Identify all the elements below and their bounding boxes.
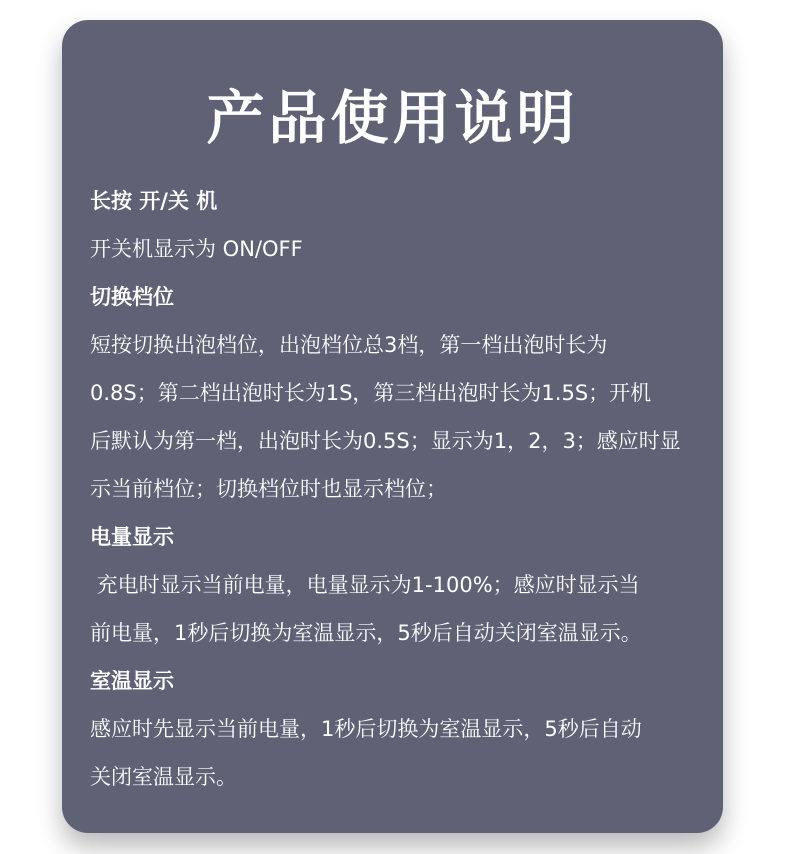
instructions-card <box>62 20 723 833</box>
section-heading: 切换档位 <box>90 285 174 309</box>
section-line: 示当前档位；切换档位时也显示档位； <box>90 477 447 501</box>
section-line: 前电量，1秒后切换为室温显示，5秒后自动关闭室温显示。 <box>90 621 642 645</box>
section-gear-switch <box>90 273 699 513</box>
section-line: 感应时先显示当前电量，1秒后切换为室温显示，5秒后自动 <box>90 717 642 741</box>
section-heading: 室温显示 <box>90 669 174 693</box>
section-line: 关闭室温显示。 <box>90 765 237 789</box>
section-line: 0.8S；第二档出泡时长为1S，第三档出泡时长为1.5S；开机 <box>90 381 652 405</box>
section-heading: 电量显示 <box>90 525 174 549</box>
section-heading: 长按 开/关 机 <box>90 189 218 213</box>
section-power <box>90 177 699 273</box>
section-room-temp <box>90 657 699 801</box>
section-line: 充电时显示当前电量，电量显示为1-100%；感应时显示当 <box>90 573 640 597</box>
section-line: 后默认为第一档，出泡时长为0.5S；显示为1，2，3；感应时显 <box>90 429 681 453</box>
page-title: 产品使用说明 <box>206 84 579 152</box>
section-line: 开关机显示为 ON/OFF <box>90 237 303 261</box>
section-line: 短按切换出泡档位，出泡档位总3档，第一档出泡时长为 <box>90 333 608 357</box>
instructions-content <box>90 177 699 801</box>
section-battery <box>90 513 699 657</box>
